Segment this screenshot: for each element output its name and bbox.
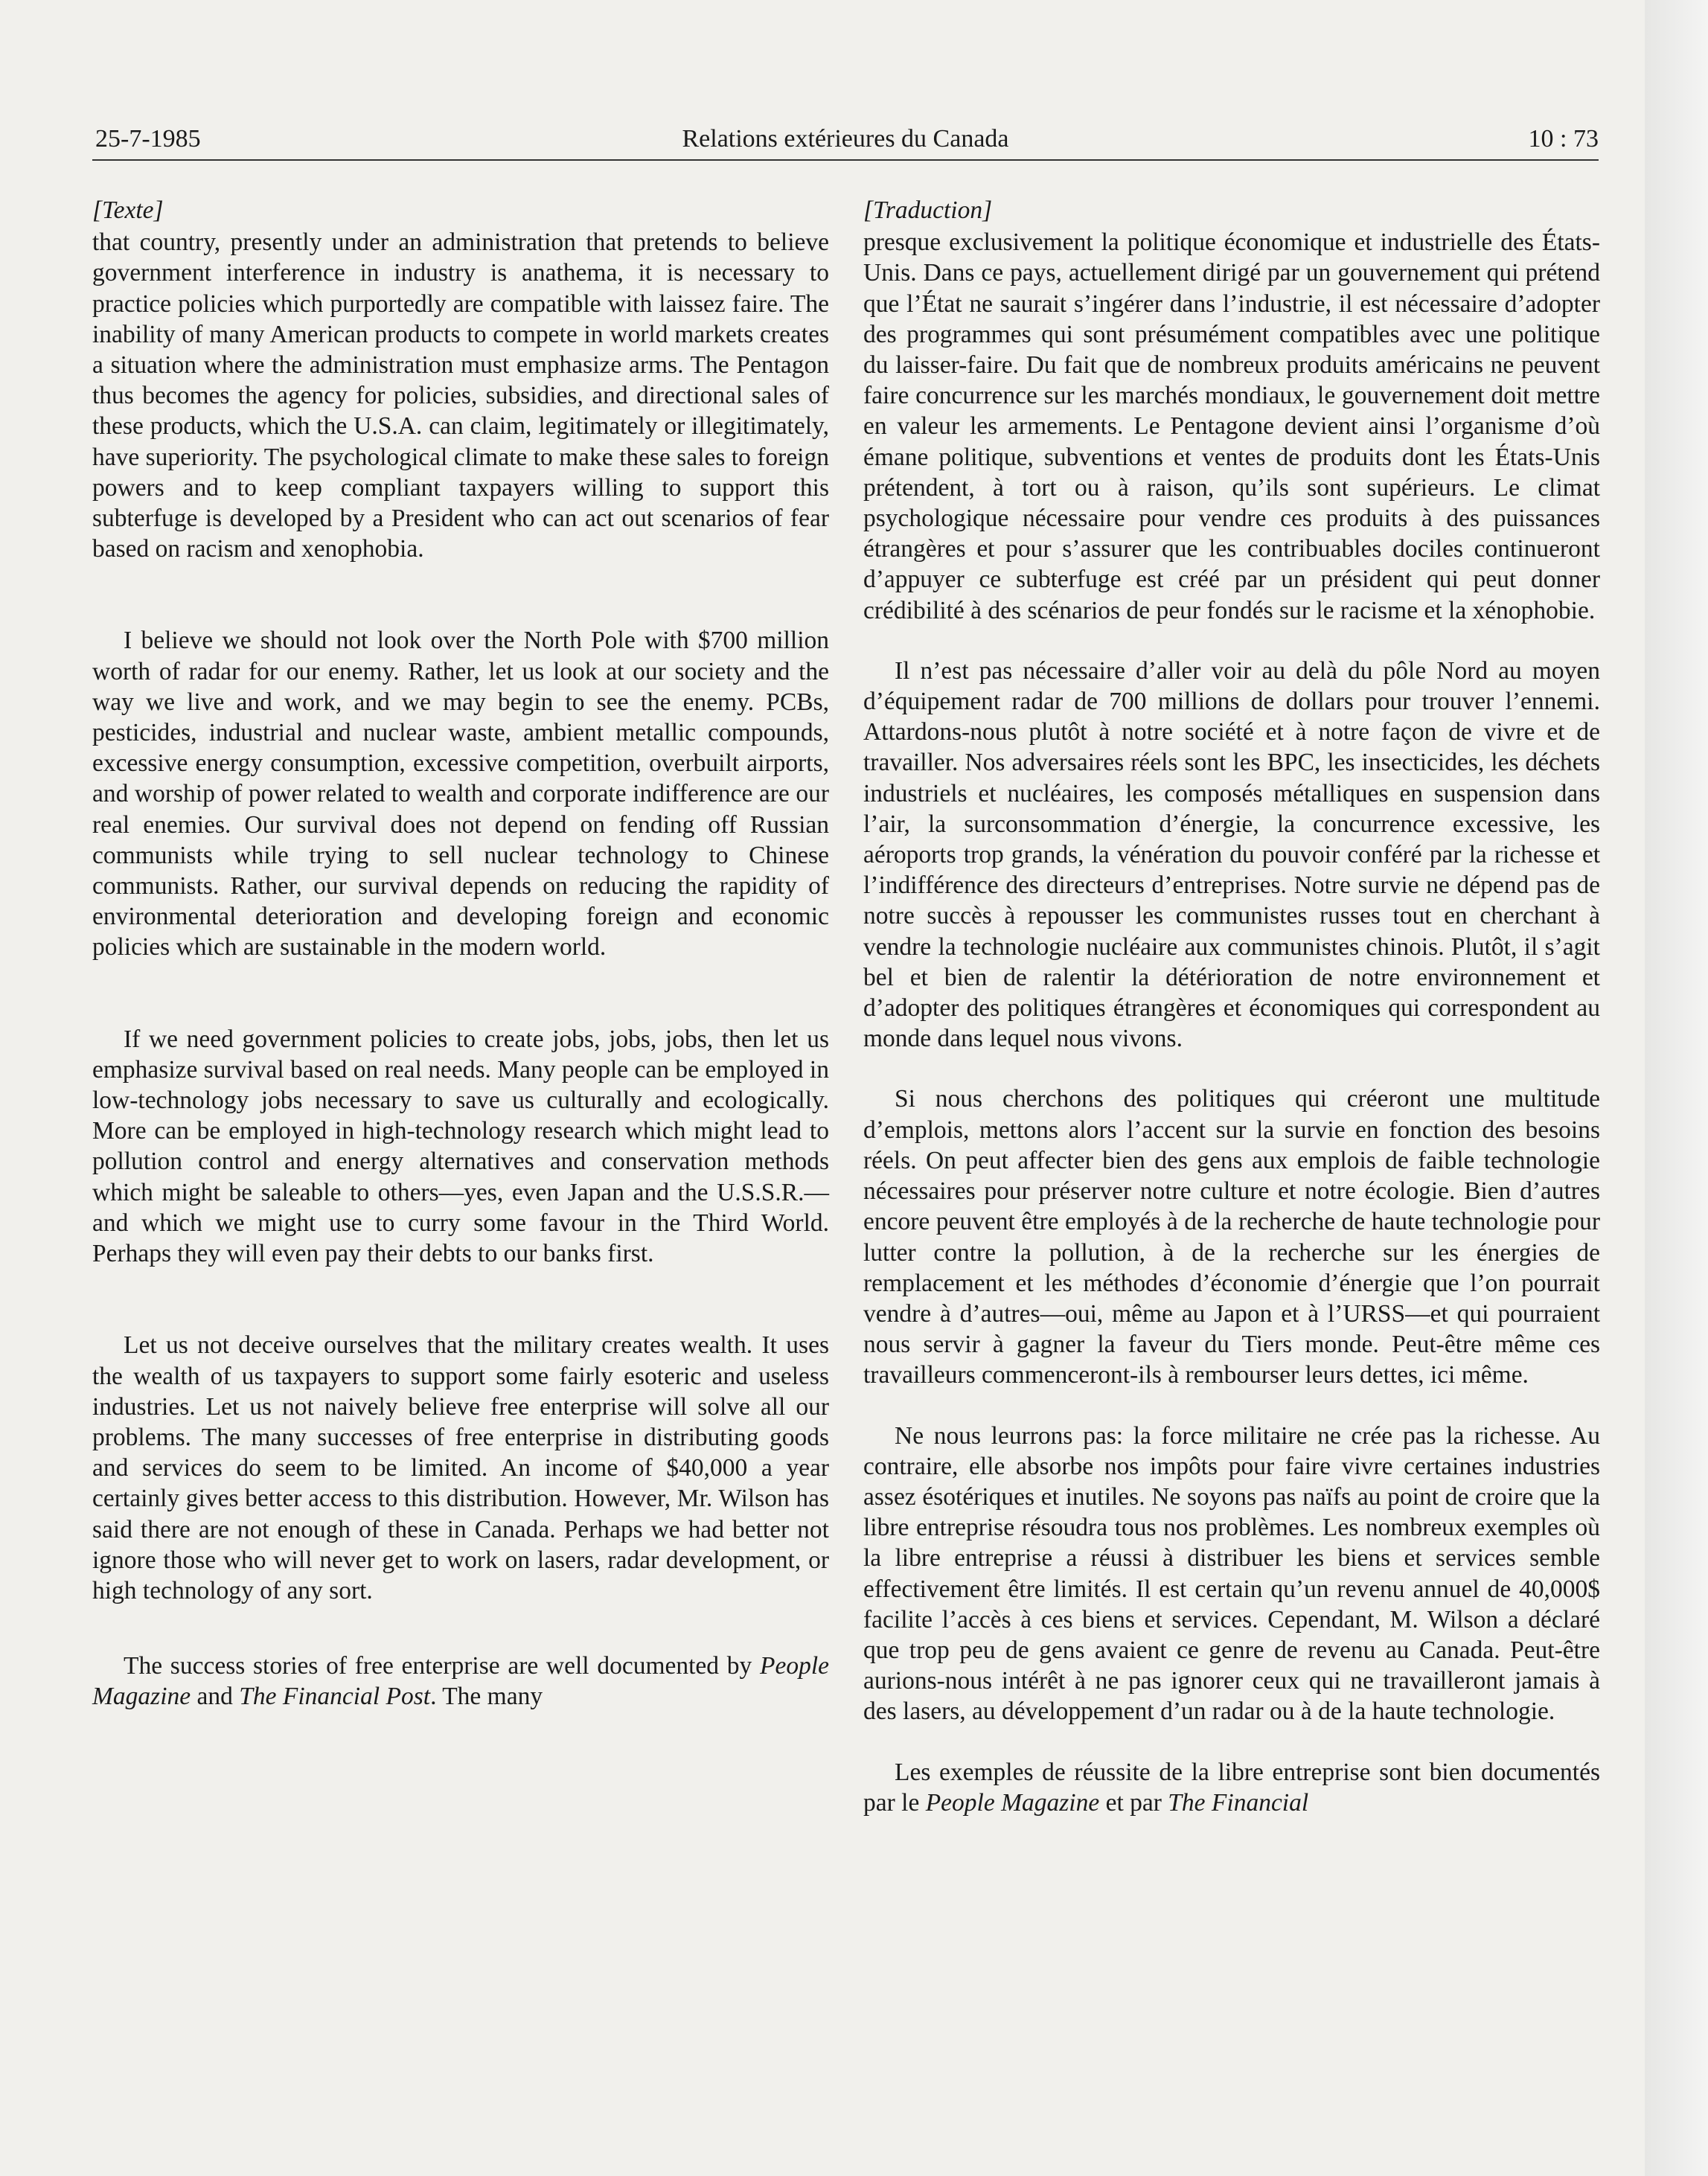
paragraph: Ne nous leurrons pas: la force militaire ne crée pas la richesse. Au contraire, elle absorbe nos impôts pour faire vivre certaines industries assez ésotériques et inutiles. Ne soyons pas naïfs au point de croire que la libre entreprise résoudra tous nos problèmes. Les nombreux exemples où la libre entreprise a réussi à distribuer les biens et services semble effectivement être limités. Il est certain qu’un revenu annuel de 40,000$ facilite l’accès à ces biens et services. Cependant, M. Wilson a déclaré que trop peu de gens avaient ce genre de revenu au Canada. Peut-être aurions-nous intérêt à ne pas ignorer ceux qui ne travailleront jamais à des lasers, au développement d’un radar ou à de la haute technologie. [863,1421,1600,1726]
header-title: Relations extérieures du Canada [682,125,1009,153]
publication-title: The Financial [1168,1788,1309,1817]
header-page-number: 10 : 73 [1528,125,1599,153]
paragraph-text: et par [1099,1788,1168,1817]
paragraph: If we need government policies to create jobs, jobs, jobs, then let us emphasize survival based on real needs. Many people can be employed in low-technology jobs necessary to save us culturally and ecologically. More can be employed in high-technology research which might lead to pollution control and energy alternatives and conservation methods which might be saleable to others—yes, even Japan and the U.S.S.R.—and which we might use to curry some favour in the Third World. Perhaps they will even pay their debts to our banks first. [92,1025,829,1268]
paragraph-text: The success stories of free enterprise are well documented by [124,1652,760,1680]
paragraph: that country, presently under an administration that pretends to believe government interference in industry is anathema, it is necessary to practice policies which purportedly are compatible with laissez faire. The inability of many American products to compete in world markets creates a situation where the administration must emphasize arms. The Pentagon thus becomes the agency for policies, subsidies, and directional sales of these products, which the U.S.A. can claim, legitimately or illegitimately, have superiority. The psychological climate to make these sales to foreign powers and to keep compliant taxpayers willing to support this subterfuge is developed by a President who can act out scenarios of fear based on racism and xenophobia. [92,228,829,563]
scan-margin [1645,0,1708,2176]
publication-title: People Magazine [92,1652,829,1711]
publication-title: The Financial Post [239,1683,431,1711]
paragraph: I believe we should not look over the North Pole with $700 million worth of radar for our enemy. Rather, let us look at our society and the way we live and work, and we may begin to see the enemy. PCBs, pesticides, industrial and nuclear waste, ambient metallic compounds, excessive energy consumption, excessive competition, overbuilt airports, and worship of power related to wealth and corporate indifference are our real enemies. Our survival does not depend on fending off Russian communists while trying to sell nuclear technology to Chinese communists. Rather, our survival depends on reducing the rapidity of environmental deterioration and developing foreign and economic policies which are sustainable in the modern world. [92,627,829,961]
header-date: 25-7-1985 [95,125,201,153]
column-tag-texte: [Texte] [92,196,164,224]
page-header [92,119,1599,156]
column-tag-traduction: [Traduction] [863,196,993,224]
paragraph: presque exclusivement la politique économique et industrielle des États-Unis. Dans ce pays, actuellement dirigé par un gouvernement qui prétend que l’État ne saurait s’ingérer dans l’industrie, il est nécessaire d’adopter des programmes qui sont présumément compatibles avec une politique du laisser-faire. Du fait que de nombreux produits américains ne peuvent faire concurrence sur les marchés mondiaux, le gouvernement doit mettre en valeur les armements. Le Pentagone devient ainsi l’organisme d’où émane politique, subventions et ventes de produits dont les États-Unis prétendent, à tort ou à raison, qu’ils sont supérieurs. Le climat psychologique nécessaire pour vendre ces produits à des puissances étrangères et pour s’assurer que les contribuables dociles continueront d’appuyer ce subterfuge est créé par un président qui peut donner crédibilité à des scénarios de peur fondés sur le racisme et la xénophobie. [863,228,1600,624]
paragraph: Si nous cherchons des politiques qui créeront une multitude d’emplois, mettons alors l’accent sur la survie en fonction des besoins réels. On peut affecter bien des gens aux emplois de faible technologie nécessaires pour préserver notre culture et notre écologie. Bien d’autres encore peuvent être employés à de la recherche de haute technologie pour lutter contre la pollution, à de la recherche sur les énergies de remplacement et les méthodes d’économie d’énergie que l’on pourrait vendre à d’autres—oui, même au Japon et à l’URSS—et qui pourraient nous servir à gagner la faveur du Tiers monde. Peut-être même ces travailleurs commenceront-ils à rembourser leurs dettes, ici même. [863,1085,1600,1389]
paragraph-text: . The many [430,1683,543,1711]
english-column [92,195,829,1712]
paragraph [863,1757,1600,1818]
paragraph: Let us not deceive ourselves that the military creates wealth. It uses the wealth of us taxpayers to support some fairly esoteric and useless industries. Let us not naively believe free enterprise will solve all our problems. The many successes of free enterprise in distributing goods and services do seem to be limited. An income of $40,000 a year certainly gives better access to this distribution. However, Mr. Wilson has said there are not enough of these in Canada. Perhaps we had better not ignore those who will never get to work on lasers, radar development, or high technology of any sort. [92,1331,829,1604]
paragraph [92,1651,829,1712]
header-rule [92,159,1599,161]
french-column [863,195,1600,1818]
publication-title: People Magazine [925,1788,1100,1817]
paragraph: Il n’est pas nécessaire d’aller voir au delà du pôle Nord au moyen d’équipement radar de 700 millions de dollars pour trouver l’ennemi. Attardons-nous plutôt à notre société et à notre façon de vivre et de travailler. Nos adversaires réels sont les BPC, les insecticides, les déchets industriels et nucléaires, les composés métalliques en suspension dans l’air, la surconsommation d’énergie, la concurrence excessive, les aéroports trop grands, la vénération du pouvoir conféré par la richesse et l’indifférence des directeurs d’entreprises. Notre survie ne dépend pas de notre succès à repousser les communistes russes tout en cherchant à vendre la technologie nucléaire aux communistes chinois. Plutôt, il s’agit bel et bien de ralentir la détérioration de notre environnement et d’adopter des politiques étrangères et économiques qui correspondent au monde dans lequel nous vivons. [863,656,1600,1053]
paragraph-text: and [191,1683,240,1711]
paragraph-text: Les exemples de réussite de la libre entreprise sont bien documentés par le [863,1758,1600,1817]
